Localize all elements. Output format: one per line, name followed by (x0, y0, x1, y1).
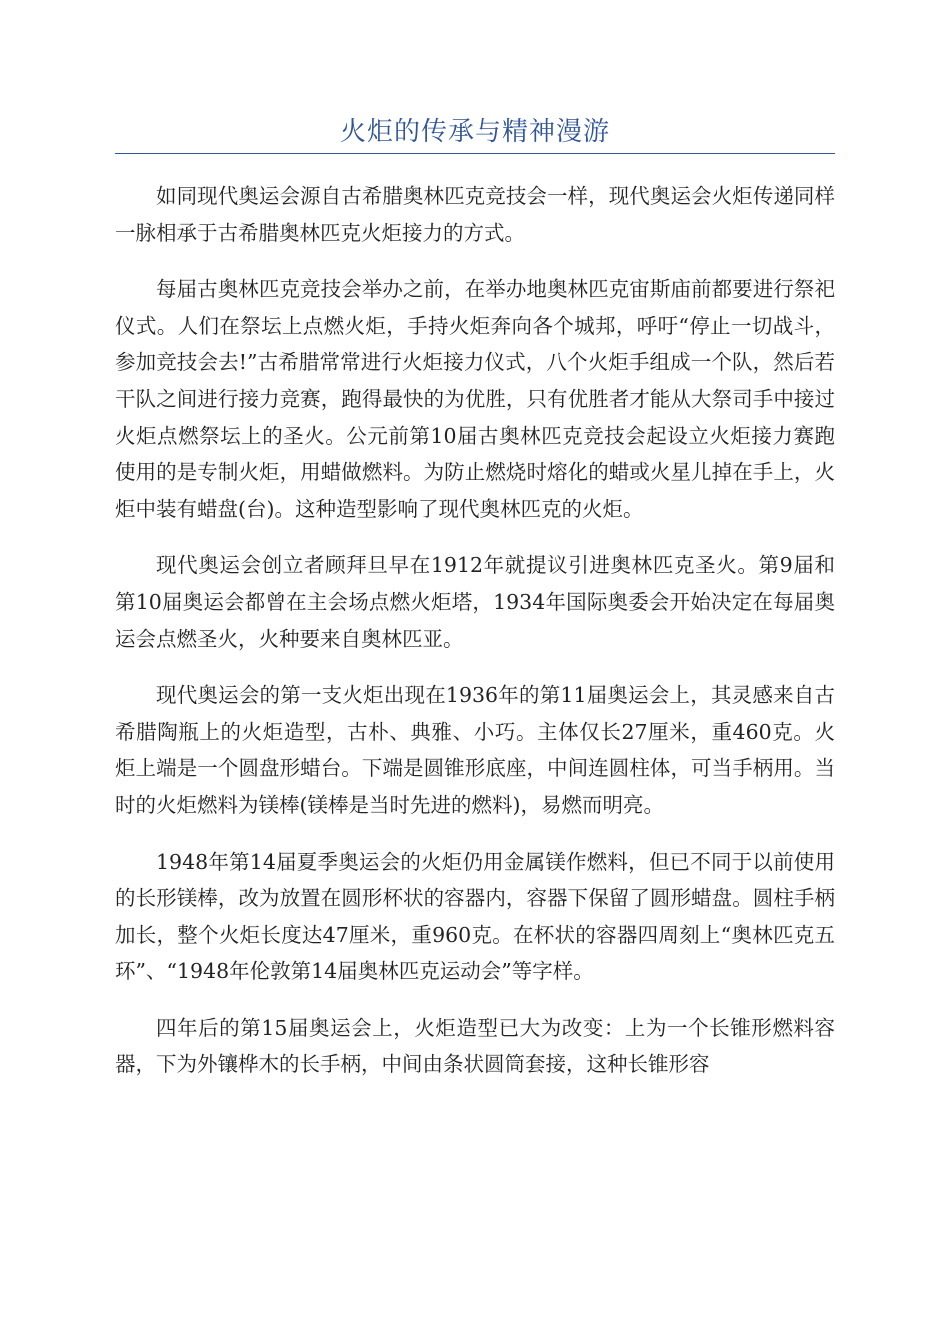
document-title: 火炬的传承与精神漫游 (339, 117, 610, 147)
document-body (115, 178, 835, 1103)
title-underline (115, 153, 835, 154)
paragraph-5: 1948年第14届夏季奥运会的火炬仍用金属镁作燃料，但已不同于以前使用的长形镁棒，改为放置在圆形杯状的容器内，容器下保留了圆形蜡盘。圆柱手柄加长，整个火炬长度达47厘米，重960克。在杯状的容器四周刻上“奥林匹克五环”、“1948年伦敦第14届奥林匹克运动会”等字样。 (115, 849, 835, 984)
paragraph-1: 如同现代奥运会源自古希腊奥林匹克竞技会一样，现代奥运会火炬传递同样一脉相承于古希腊奥林匹克火炬接力的方式。 (115, 184, 835, 245)
paragraph-3: 现代奥运会创立者顾拜旦早在1912年就提议引进奥林匹克圣火。第9届和第10届奥运会都曾在主会场点燃火炬塔，1934年国际奥委会开始决定在每届奥运会点燃圣火，火种要来自奥林匹亚。 (115, 553, 835, 651)
paragraph-4: 现代奥运会的第一支火炬出现在1936年的第11届奥运会上，其灵感来自古希腊陶瓶上的火炬造型，古朴、典雅、小巧。主体仅长27厘米，重460克。火炬上端是一个圆盘形蜡台。下端是圆锥形底座，中间连圆柱体，可当手柄用。当时的火炬燃料为镁棒(镁棒是当时先进的燃料)，易燃而明亮。 (115, 683, 835, 817)
paragraph-2: 每届古奥林匹克竞技会举办之前，在举办地奥林匹克宙斯庙前都要进行祭祀仪式。人们在祭坛上点燃火炬，手持火炬奔向各个城邦，呼吁“停止一切战斗，参加竞技会去!”古希腊常常进行火炬接力仪式，八个火炬手组成一个队，然后若干队之间进行接力竞赛，跑得最快的为优胜，只有优胜者才能从大祭司手中接过火炬点燃祭坛上的圣火。公元前第10届古奥林匹克竞技会起设立火炬接力赛跑使用的是专制火炬，用蜡做燃料。为防止燃烧时熔化的蜡或火星儿掉在手上，火炬中装有蜡盘(台)。这种造型影响了现代奥林匹克的火炬。 (115, 277, 835, 521)
paragraph-6: 四年后的第15届奥运会上，火炬造型已大为改变：上为一个长锥形燃料容器，下为外镶桦木的长手柄，中间由条状圆筒套接，这种长锥形容 (115, 1015, 835, 1077)
